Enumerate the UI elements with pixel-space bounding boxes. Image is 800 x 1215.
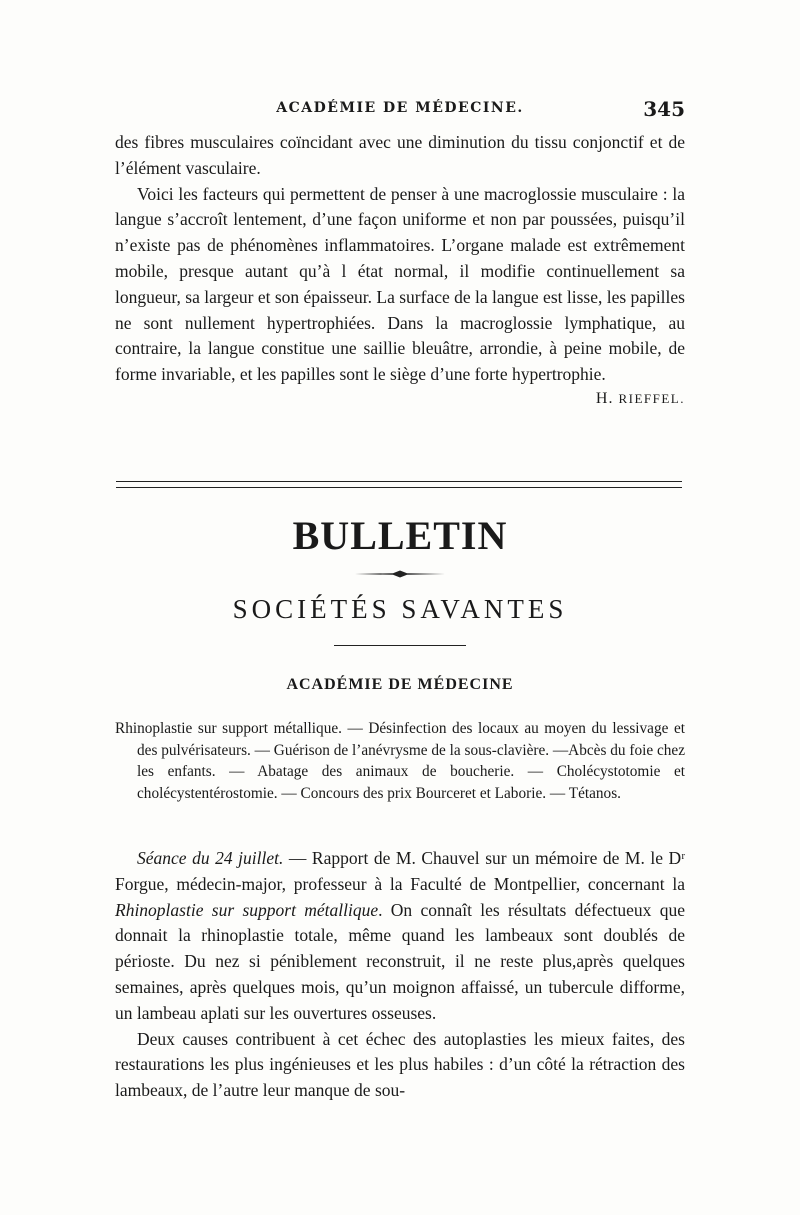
session-report: [115, 846, 685, 1104]
short-rule: [334, 645, 466, 646]
session-paragraph-2: Deux causes contribuent à cet échec des autoplasties les mieux faites, des restaurations les plus ingénieuses et les plus habiles : d’un côté la rétraction des lambeaux, de l’autre leur manque de sou-: [115, 1028, 685, 1101]
page-number: 345: [643, 97, 685, 121]
session-paragraph-1: [115, 846, 685, 1027]
session-italic-title: Rhinoplastie sur support métallique: [115, 899, 379, 920]
ornament-divider: [355, 570, 445, 578]
section-subtitle: SOCIÉTÉS SAVANTES: [232, 594, 568, 624]
session-text-a: — Rapport de M. Chauvel sur un mémoire de M. le Dʳ Forgue, médecin-major, professeur à la Faculté de Montpellier, concernant la: [115, 848, 685, 894]
session-date: Séance du 24 juillet.: [137, 848, 284, 868]
running-title: ACADÉMIE DE MÉDECINE.: [276, 100, 524, 116]
signature-initial: H.: [595, 389, 619, 407]
double-rule-top: [116, 481, 682, 482]
session-text-b: . On connaît les résultats défectueux que donnait la rhinoplastie totale, même quand les lambeaux sont doublés de périoste. Du nez si péniblement reconstruit, il ne reste plus,après quelques semaines, après quelques mois, qu’un moignon affaissé, un tubercule difforme, un lambeau aplati sur les ouvertures osseuses.: [115, 899, 685, 1023]
running-header: [115, 97, 685, 123]
article-end: [115, 130, 685, 408]
session-summary: Rhinoplastie sur support métallique. — Désinfection des locaux au moyen du lessivage et des pulvérisateurs. — Guérison de l’anévrysme de la sous-clavière. —Abcès du foie chez les enfants. — Abatage des animaux de boucherie. — Cholécystotomie et cholécystentérostomie. — Concours des prix Bourceret et Laborie. — Tétanos.: [115, 720, 685, 802]
article-paragraph-1: des fibres musculaires coïncidant avec une diminution du tissu conjonctif et de l’élément vasculaire.: [115, 132, 685, 178]
section-heading: ACADÉMIE DE MÉDECINE: [286, 676, 514, 693]
signature-name: RIEFFEL.: [618, 390, 685, 406]
bulletin-title: BULLETIN: [292, 513, 508, 558]
double-rule-bottom: [116, 487, 682, 488]
article-paragraph-2: Voici les facteurs qui permettent de penser à une macroglossie musculaire : la langue s’accroît lentement, d’une façon uniforme et non par poussées, puisqu’il n’existe pas de phénomènes inflammatoires. L’organe malade est extrêmement mobile, presque autant qu’à l état normal, il modifie continuellement sa longueur, sa largeur et son épaisseur. La surface de la langue est lisse, les papilles ne sont nullement hypertrophiées. Dans la macroglossie lymphatique, au contraire, la langue constitue une saillie bleuâtre, arrondie, à peine mobile, de forme invariable, et les papilles sont le siège d’une forte hypertrophie.: [115, 183, 685, 385]
signature: [115, 390, 685, 408]
